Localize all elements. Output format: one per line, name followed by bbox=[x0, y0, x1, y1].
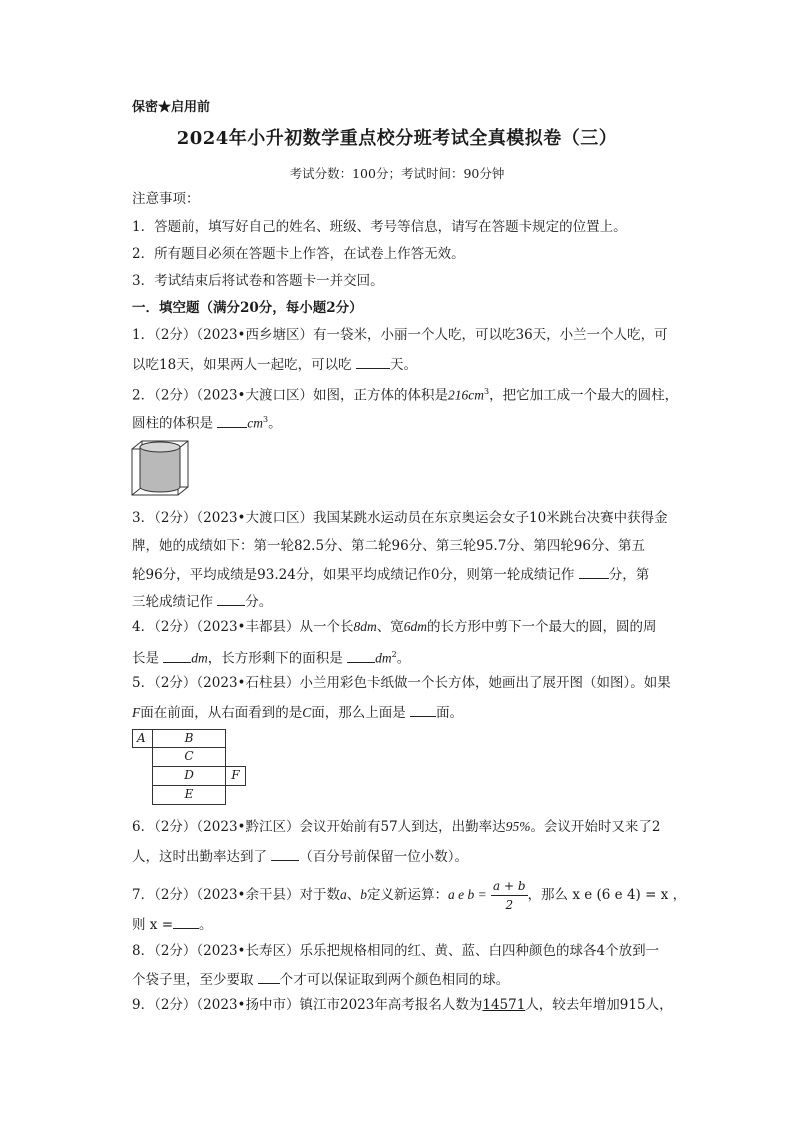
q8-text-end: 个才可以保证取到两个颜色相同的球。 bbox=[279, 972, 510, 988]
q3-text: 轮96分，平均成绩是93.24分，如果平均成绩记作0分，则第一轮成绩记作 bbox=[132, 567, 575, 583]
question-3-line-4 bbox=[132, 591, 272, 611]
notes-heading: 注意事项： bbox=[132, 191, 200, 207]
note-item-3: 3．考试结束后将试卷和答题卡一并交回。 bbox=[132, 273, 384, 289]
question-6-line-2 bbox=[132, 846, 468, 866]
question-2-line-2 bbox=[132, 411, 282, 433]
q7-fraction-numerator: a + b bbox=[491, 877, 528, 896]
exam-info: 考试分数：100分；考试时间：90分钟 bbox=[289, 166, 505, 181]
q6-answer-blank[interactable] bbox=[271, 846, 299, 861]
q4-unit-exp: 2 bbox=[391, 650, 397, 659]
question-1-line-2 bbox=[132, 354, 417, 374]
q4-width: 6dm bbox=[403, 619, 427, 634]
question-8-line-1: 8．（2分）（2023•长寿区）乐乐把规格相同的红、黄、蓝、白四种颜色的球各4个放到一 bbox=[132, 943, 660, 959]
q2-text: 2．（2分）（2023•大渡口区）如图，正方体的体积是 bbox=[132, 387, 448, 404]
q3-answer-blank-2[interactable] bbox=[217, 591, 245, 606]
q7-fraction bbox=[491, 877, 528, 914]
q4-answer-blank-2[interactable] bbox=[347, 648, 375, 663]
note-item-2: 2．所有题目必须在答题卡上作答，在试卷上作答无效。 bbox=[132, 246, 465, 262]
question-9-line-1 bbox=[132, 996, 673, 1014]
q2-unit: cm bbox=[247, 415, 264, 431]
q4-answer-blank-1[interactable] bbox=[163, 648, 191, 663]
question-1-line-1: 1．（2分）（2023•西乡塘区）有一袋米，小丽一个人吃，可以吃36天，小兰一个人吃，可 bbox=[132, 327, 668, 343]
net-face-e: E bbox=[152, 785, 226, 805]
question-5-line-1: 5．（2分）（2023•石柱县）小兰用彩色卡纸做一个长方体，她画出了展开图（如图）。如果 bbox=[132, 675, 671, 691]
q4-text-end: 。 bbox=[396, 650, 411, 667]
question-4-line-1 bbox=[132, 618, 657, 636]
question-3-line-2: 牌，她的成绩如下：第一轮82.5分、第二轮96分、第三轮95.7分、第四轮96分、第五 bbox=[132, 538, 645, 554]
q7-text-4: 则 x = bbox=[132, 917, 174, 933]
cuboid-net-figure bbox=[132, 729, 246, 805]
question-7-line-2 bbox=[132, 914, 213, 934]
q5-text-end: 面。 bbox=[436, 705, 464, 721]
q5-face-c: C bbox=[302, 705, 312, 720]
q4-length: 8dm bbox=[353, 619, 377, 634]
q3-text-3: 三轮成绩记作 bbox=[132, 594, 213, 610]
q5-face-f: F bbox=[132, 705, 141, 720]
q7-sep: 、 bbox=[346, 887, 361, 903]
q9-number: 14571 bbox=[482, 997, 526, 1013]
q2-volume-exp: 3 bbox=[484, 387, 490, 396]
section-heading: 一．填空题（满分20分，每小题2分） bbox=[132, 300, 363, 316]
confidential-label: 保密★启用前 bbox=[132, 100, 211, 115]
question-6-line-1 bbox=[132, 818, 661, 836]
q8-answer-blank[interactable] bbox=[258, 969, 280, 984]
q7-operation: a e b = bbox=[448, 887, 487, 902]
q4-unit-2: dm bbox=[375, 650, 392, 666]
q6-rate: 95% bbox=[505, 819, 531, 834]
q5-answer-blank[interactable] bbox=[410, 702, 436, 717]
page-title: 2024年小升初数学重点校分班考试全真模拟卷（三） bbox=[176, 128, 618, 149]
q2-volume: 216cm bbox=[448, 387, 484, 403]
question-2-line-1 bbox=[132, 383, 678, 405]
net-face-f: F bbox=[225, 766, 246, 786]
question-3-line-1: 3．（2分）（2023•大渡口区）我国某跳水运动员在东京奥运会女子10米跳台决赛中获得金 bbox=[132, 510, 668, 526]
q2-unit-exp: 3 bbox=[263, 415, 269, 424]
q4-text-3: 的长方形中剪下一个最大的圆，圆的周 bbox=[427, 619, 657, 635]
q2-text-end: 。 bbox=[268, 415, 282, 432]
q5-text: 面在前面，从右面看到的是 bbox=[140, 705, 303, 721]
net-face-c: C bbox=[152, 747, 226, 767]
net-face-b: B bbox=[152, 729, 226, 748]
q6-text-end: （百分号前保留一位小数）。 bbox=[299, 849, 469, 865]
net-face-a: A bbox=[132, 729, 153, 748]
q7-text-3: ，那么 x e (6 e 4) = x ， bbox=[527, 887, 687, 903]
q1-text-end: 天。 bbox=[389, 357, 417, 373]
q2-answer-blank[interactable] bbox=[217, 413, 247, 428]
q4-text-2: 、宽 bbox=[376, 619, 404, 635]
q3-text-2: 分，第 bbox=[608, 567, 650, 583]
question-8-line-2 bbox=[132, 969, 509, 989]
q7-text: 7．（2分）（2023•余干县）对于数 bbox=[132, 887, 340, 903]
q2-text-3: 圆柱的体积是 bbox=[132, 415, 213, 432]
cube-cylinder-figure bbox=[130, 439, 192, 497]
q4-text-4: 长是 bbox=[132, 650, 159, 667]
question-3-line-3 bbox=[132, 564, 649, 584]
q7-text-end: 。 bbox=[199, 917, 213, 933]
question-7-line-1 bbox=[132, 877, 686, 914]
q7-var-a: a bbox=[340, 887, 347, 902]
q6-text-2: 。会议开始时又来了2 bbox=[530, 819, 661, 835]
q7-text-2: 定义新运算： bbox=[367, 887, 448, 903]
q1-answer-blank[interactable] bbox=[356, 354, 390, 369]
question-5-line-2 bbox=[132, 702, 463, 722]
q2-text-2: ，把它加工成一个最大的圆柱， bbox=[489, 387, 679, 404]
note-item-1: 1．答题前，填写好自己的姓名、班级、考号等信息，请写在答题卡规定的位置上。 bbox=[132, 219, 627, 235]
q7-fraction-denominator: 2 bbox=[505, 898, 514, 912]
q4-text: 4．（2分）（2023•丰都县）从一个长 bbox=[132, 619, 354, 635]
q5-text-2: 面，那么上面是 bbox=[311, 705, 406, 721]
q7-var-b: b bbox=[360, 887, 367, 902]
q9-text-2: 人，较去年增加915人， bbox=[525, 997, 673, 1013]
q1-text: 以吃18天，如果两人一起吃，可以吃 bbox=[132, 357, 352, 373]
q6-text-3: 人，这时出勤率达到了 bbox=[132, 849, 267, 865]
q3-text-end: 分。 bbox=[245, 594, 273, 610]
q8-text: 个袋子里，至少要取 bbox=[132, 972, 254, 988]
q9-text: 9．（2分）（2023•扬中市）镇江市2023年高考报名人数为 bbox=[132, 997, 483, 1013]
net-face-d: D bbox=[152, 766, 226, 786]
q3-answer-blank-1[interactable] bbox=[579, 564, 609, 579]
q7-answer-blank[interactable] bbox=[173, 914, 199, 929]
q4-unit-1: dm bbox=[191, 650, 208, 666]
q4-text-5: ，长方形剩下的面积是 bbox=[207, 650, 343, 667]
q6-text: 6．（2分）（2023•黔江区）会议开始前有57人到达，出勤率达 bbox=[132, 819, 506, 835]
question-4-line-2 bbox=[132, 646, 410, 668]
